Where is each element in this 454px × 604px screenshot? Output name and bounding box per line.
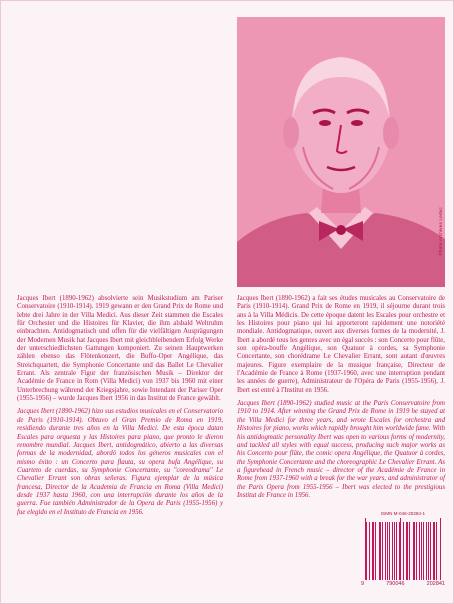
biography-spanish: Jacques Ibert (1890-1962) hizo sus estudios musicales en el Conservatorio de Paris (1910-1914). Obtuvo el Gran Premio de Roma en 1919, residiendo durante tres años en la Villa Medici. De esta época datan Escales para orquesta y las Histoires para piano, que pronto le dieron renombre mundial. Jacques Ibert, antidogmático, abierto a las diversas formas de la modernidad, abordó todos los géneros musicales con el mismo éxito : un Concerto para flauta, su opera bufa Angélique, su Cuarteto de cuerdas, su Symphonie Concertante, su "coreodrama" Le Chevalier Errant son obras señeras. Figura ejemplar de la música francesa, Director de la Academia de Francia en Roma (Villa Medici) desde 1937 hasta 1960, con una interrupción durante los años de la guerra. Fue también Administrador de la Opera de Paris (1955-1956) y fue elegido en el Instituto de Francia en 1956. — [17, 408, 223, 516]
barcode-digits — [361, 581, 445, 587]
biography-german: Jacques Ibert (1890-1962) absolvierte sein Musikstudium am Pariser Conservatoire (1910-1914). 1919 gewann er den Grand Prix de Rome und lebte drei Jahre in der Villa Medici. Aus dieser Zeit stammen die Escales für Orchester und die Histoires für Klavier, die ihm alsbald Weltruhm einbrachten. Antidogmatisch und offen für die vielfältigen Ausprägungen der Modernen Musik hat Jacques Ibert mit gleichbleibendem Erfolg Werke der unterschiedlichsten Gattungen komponiert. Zu seinen Hauptwerken zählen ebenso das Flötenkonzert, die Buffo-Oper Angélique, das Streichquartett, die Symphonie Concertante und das Ballet Le Chevalier Errant. Als zentrale Figur der französischen Musik – Direktor der Académie de France in Rom (Villa Medici) von 1937 bis 1960 mit einer Unterbrechung während der Kriegsjahre, sowie Intendant der Pariser Oper (1955-1956) – wurde Jacques Ibert 1956 in das Institut de France gewählt. — [17, 295, 223, 403]
barcode-bars — [361, 518, 445, 580]
barcode-bar — [389, 522, 390, 580]
biography-french: Jacques Ibert (1890-1962) a fait ses études musicales au Conservatoire de Paris (1910-1914). Grand Prix de Rome en 1919, il séjourne durant trois ans à la Villa Médicis. De cette époque datent les Escales pour orchestre et les Histoires pour piano qui lui apporteront rapidement une notoriété mondiale. Antidogmatique, ouvert aux diverses formes de la modernité, J. Ibert a abordé tous les genres avec un égal succès : son Concerto pour flûte, son opéra-bouffe Angélique, son Quatuor à cordes, sa Symphonie Concertante, son chorédrame Le Chevalier Errant, sont autant d'œuvres majeures. Figure exemplaire de la musique française, Directeur de l'Académie de France à Rome (1937-1960, avec une interruption pendant les années de guerre), Administrateur de l'Opéra de Paris (1955-1956), J. Ibert est entré à l'Institut en 1956. — [237, 295, 445, 394]
composer-portrait-photo — [237, 17, 445, 287]
portrait-illustration — [237, 17, 445, 287]
barcode-bar — [407, 522, 408, 580]
ismn-number: ISMN M-046-20284-1 — [380, 511, 426, 516]
barcode-bar — [373, 522, 374, 580]
barcode-digits-right: 202841 — [426, 581, 445, 587]
right-text-column — [237, 295, 445, 505]
barcode-block — [361, 511, 445, 597]
barcode-digits-left: 9 — [361, 581, 365, 587]
photo-credit: Photo Archives Leduc — [438, 207, 443, 256]
left-text-column — [17, 295, 223, 522]
biography-english: Jacques Ibert (1890-1962) studied music at the Paris Conservatoire from 1910 to 1914. After winning the Grand Prix de Rome in 1919 he stayed at the Villa Medici for three years, and wrote Escales for orchestra and Histoires for piano, works which rapidly brought him worldwide fame. With his antidogmatic personality Ibert was open to various forms of modernity, and tackled all styles with equal success, producing such major works as his Concerto pour flûte, the comic opera Angélique, the Quatuor à cordes, the Symphonie Concertante and the choreographic Le Chevalier Errant. As a figurehead in French music – director of the Académie de France in Rome from 1937-1960 with a break for the war years, and administrator of the Paris Opera from 1955-1956 – Ibert was elected to the prestigious Institut de France in 1956. — [237, 400, 445, 499]
barcode-digits-mid: 790046 — [386, 581, 405, 587]
barcode-bar — [426, 522, 427, 580]
